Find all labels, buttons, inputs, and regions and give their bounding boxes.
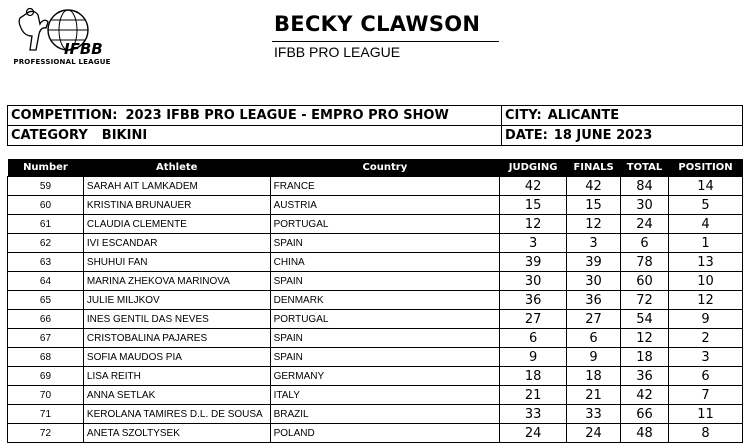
cell-finals: 42 bbox=[567, 177, 621, 196]
cell-total: 12 bbox=[621, 329, 669, 348]
cell-judging: 12 bbox=[500, 215, 567, 234]
cell-total: 36 bbox=[621, 367, 669, 386]
cell-judging: 21 bbox=[500, 386, 567, 405]
cell-finals: 15 bbox=[567, 196, 621, 215]
cell-athlete: SOFIA MAUDOS PIA bbox=[83, 348, 270, 367]
cell-position: 10 bbox=[668, 272, 742, 291]
table-row bbox=[8, 215, 743, 234]
cell-athlete: INES GENTIL DAS NEVES bbox=[83, 310, 270, 329]
ifbb-logo bbox=[6, 6, 114, 72]
cell-country: DENMARK bbox=[270, 291, 500, 310]
cell-country: SPAIN bbox=[270, 272, 500, 291]
cell-total: 84 bbox=[621, 177, 669, 196]
cell-number: 69 bbox=[8, 367, 84, 386]
cell-judging: 27 bbox=[500, 310, 567, 329]
cell-country: BRAZIL bbox=[270, 405, 500, 424]
cell-athlete: IVI ESCANDAR bbox=[83, 234, 270, 253]
cell-position: 1 bbox=[668, 234, 742, 253]
cell-country: FRANCE bbox=[270, 177, 500, 196]
cell-country: GERMANY bbox=[270, 367, 500, 386]
results-header-row bbox=[8, 159, 743, 177]
cell-total: 6 bbox=[621, 234, 669, 253]
cell-position: 2 bbox=[668, 329, 742, 348]
cell-total: 24 bbox=[621, 215, 669, 234]
table-row bbox=[8, 405, 743, 424]
cell-number: 63 bbox=[8, 253, 84, 272]
cell-number: 72 bbox=[8, 424, 84, 443]
city-value: ALICANTE bbox=[547, 108, 620, 123]
league-subtitle: IFBB PRO LEAGUE bbox=[274, 44, 401, 60]
cell-finals: 21 bbox=[567, 386, 621, 405]
cell-position: 14 bbox=[668, 177, 742, 196]
category-value: BIKINI bbox=[101, 128, 148, 143]
cell-judging: 24 bbox=[500, 424, 567, 443]
competition-value: 2023 IFBB PRO LEAGUE - EMPRO PRO SHOW bbox=[125, 108, 449, 123]
competition-info-table bbox=[7, 105, 743, 146]
competition-cell bbox=[8, 106, 502, 126]
cell-number: 68 bbox=[8, 348, 84, 367]
logo-caption: PROFESSIONAL LEAGUE bbox=[13, 58, 111, 66]
cell-athlete: CLAUDIA CLEMENTE bbox=[83, 215, 270, 234]
cell-athlete: ANNA SETLAK bbox=[83, 386, 270, 405]
cell-judging: 3 bbox=[500, 234, 567, 253]
logo-ifbb-text: IFBB bbox=[64, 40, 103, 58]
date-label: DATE: bbox=[505, 128, 548, 143]
results-table bbox=[7, 159, 743, 443]
header-athlete: Athlete bbox=[83, 159, 270, 177]
cell-total: 48 bbox=[621, 424, 669, 443]
cell-country: ITALY bbox=[270, 386, 500, 405]
cell-athlete: CRISTOBALINA PAJARES bbox=[83, 329, 270, 348]
cell-judging: 6 bbox=[500, 329, 567, 348]
cell-athlete: LISA REITH bbox=[83, 367, 270, 386]
cell-total: 18 bbox=[621, 348, 669, 367]
cell-number: 66 bbox=[8, 310, 84, 329]
header-finals: FINALS bbox=[567, 159, 621, 177]
cell-position: 6 bbox=[668, 367, 742, 386]
cell-judging: 9 bbox=[500, 348, 567, 367]
table-row bbox=[8, 234, 743, 253]
cell-country: PORTUGAL bbox=[270, 215, 500, 234]
cell-finals: 39 bbox=[567, 253, 621, 272]
cell-position: 5 bbox=[668, 196, 742, 215]
cell-total: 42 bbox=[621, 386, 669, 405]
cell-number: 61 bbox=[8, 215, 84, 234]
cell-number: 67 bbox=[8, 329, 84, 348]
title-underline bbox=[272, 41, 499, 42]
cell-finals: 30 bbox=[567, 272, 621, 291]
table-row bbox=[8, 272, 743, 291]
cell-country: POLAND bbox=[270, 424, 500, 443]
date-cell bbox=[502, 126, 743, 146]
competition-info-row bbox=[8, 106, 743, 126]
cell-number: 59 bbox=[8, 177, 84, 196]
city-cell bbox=[502, 106, 743, 126]
cell-total: 54 bbox=[621, 310, 669, 329]
table-row bbox=[8, 329, 743, 348]
cell-total: 30 bbox=[621, 196, 669, 215]
cell-total: 72 bbox=[621, 291, 669, 310]
cell-country: PORTUGAL bbox=[270, 310, 500, 329]
cell-position: 9 bbox=[668, 310, 742, 329]
cell-country: SPAIN bbox=[270, 348, 500, 367]
results-body bbox=[8, 177, 743, 443]
cell-country: AUSTRIA bbox=[270, 196, 500, 215]
cell-position: 13 bbox=[668, 253, 742, 272]
category-info-row bbox=[8, 126, 743, 146]
cell-athlete: ANETA SZOLTYSEK bbox=[83, 424, 270, 443]
header-position: POSITION bbox=[668, 159, 742, 177]
cell-number: 65 bbox=[8, 291, 84, 310]
cell-judging: 30 bbox=[500, 272, 567, 291]
table-row bbox=[8, 424, 743, 443]
category-label: CATEGORY bbox=[11, 128, 88, 143]
cell-judging: 39 bbox=[500, 253, 567, 272]
cell-position: 8 bbox=[668, 424, 742, 443]
cell-number: 62 bbox=[8, 234, 84, 253]
table-row bbox=[8, 177, 743, 196]
header-country: Country bbox=[270, 159, 500, 177]
cell-finals: 3 bbox=[567, 234, 621, 253]
cell-position: 4 bbox=[668, 215, 742, 234]
table-row bbox=[8, 367, 743, 386]
city-label: CITY: bbox=[505, 108, 542, 123]
header-judging: JUDGING bbox=[500, 159, 567, 177]
cell-position: 7 bbox=[668, 386, 742, 405]
cell-judging: 42 bbox=[500, 177, 567, 196]
table-row bbox=[8, 196, 743, 215]
cell-finals: 9 bbox=[567, 348, 621, 367]
cell-athlete: JULIE MILJKOV bbox=[83, 291, 270, 310]
category-cell bbox=[8, 126, 502, 146]
cell-number: 70 bbox=[8, 386, 84, 405]
cell-finals: 36 bbox=[567, 291, 621, 310]
cell-number: 60 bbox=[8, 196, 84, 215]
cell-number: 64 bbox=[8, 272, 84, 291]
table-row bbox=[8, 348, 743, 367]
cell-judging: 33 bbox=[500, 405, 567, 424]
cell-total: 66 bbox=[621, 405, 669, 424]
cell-position: 3 bbox=[668, 348, 742, 367]
cell-athlete: SARAH AIT LAMKADEM bbox=[83, 177, 270, 196]
date-value: 18 JUNE 2023 bbox=[553, 128, 653, 143]
cell-finals: 33 bbox=[567, 405, 621, 424]
competition-label: COMPETITION: bbox=[11, 108, 118, 123]
cell-total: 60 bbox=[621, 272, 669, 291]
table-row bbox=[8, 310, 743, 329]
cell-finals: 27 bbox=[567, 310, 621, 329]
table-row bbox=[8, 253, 743, 272]
cell-country: CHINA bbox=[270, 253, 500, 272]
cell-athlete: MARINA ZHEKOVA MARINOVA bbox=[83, 272, 270, 291]
cell-judging: 18 bbox=[500, 367, 567, 386]
cell-athlete: KEROLANA TAMIRES D.L. DE SOUSA bbox=[83, 405, 270, 424]
table-row bbox=[8, 291, 743, 310]
header-total: TOTAL bbox=[621, 159, 669, 177]
cell-judging: 36 bbox=[500, 291, 567, 310]
cell-finals: 24 bbox=[567, 424, 621, 443]
cell-athlete: SHUHUI FAN bbox=[83, 253, 270, 272]
cell-position: 11 bbox=[668, 405, 742, 424]
header-number: Number bbox=[8, 159, 84, 177]
athlete-name-title: BECKY CLAWSON bbox=[274, 12, 481, 36]
cell-finals: 12 bbox=[567, 215, 621, 234]
table-row bbox=[8, 386, 743, 405]
cell-number: 71 bbox=[8, 405, 84, 424]
cell-country: SPAIN bbox=[270, 234, 500, 253]
cell-finals: 18 bbox=[567, 367, 621, 386]
cell-position: 12 bbox=[668, 291, 742, 310]
cell-total: 78 bbox=[621, 253, 669, 272]
cell-judging: 15 bbox=[500, 196, 567, 215]
cell-country: SPAIN bbox=[270, 329, 500, 348]
cell-athlete: KRISTINA BRUNAUER bbox=[83, 196, 270, 215]
cell-finals: 6 bbox=[567, 329, 621, 348]
